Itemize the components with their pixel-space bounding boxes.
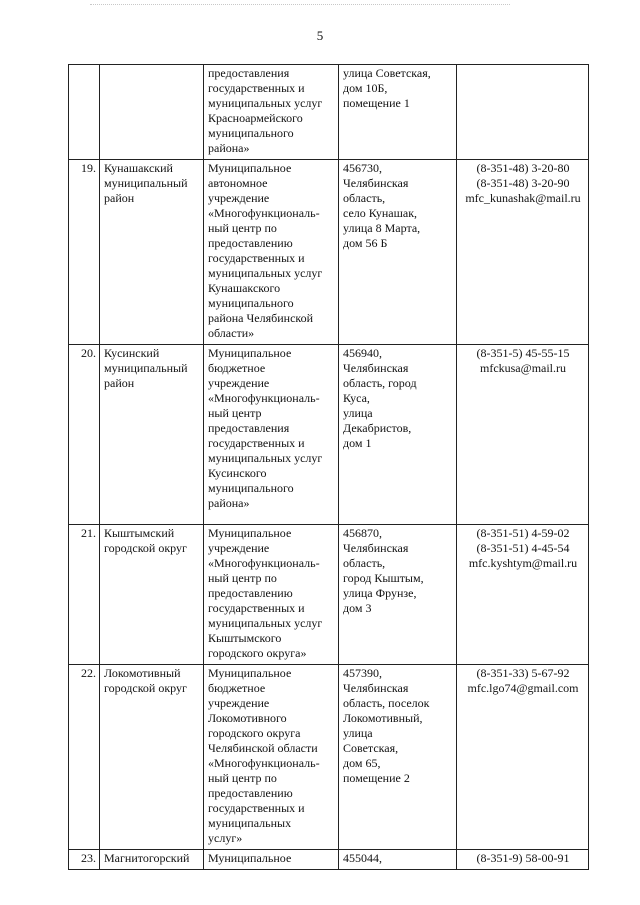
contacts-cell [457,850,589,870]
table-row [69,345,589,525]
organization-line: предоставлению [208,786,293,800]
organization-line: Локомотивного [208,711,287,725]
organization-line: «Многофункциональ- [208,556,320,570]
address-line: Челябинская [343,681,409,695]
municipality-name-cell [100,345,204,525]
organization-line: предоставления [208,421,290,435]
address-line: 456730, [343,161,382,175]
organization-line: Муниципальное [208,346,292,360]
contact-line: (8-351-48) 3-20-90 [476,176,570,190]
municipality-name-cell [100,65,204,160]
organization-cell [204,345,339,525]
organization-cell [204,665,339,850]
table-row [69,65,589,160]
organization-line: Кусинского [208,466,267,480]
contact-line: mfckusa@mail.ru [479,361,567,375]
organization-line: услуг» [208,831,243,845]
organization-line: государственных и [208,436,305,450]
address-line: дом 3 [343,601,372,615]
address-line: дом 10Б, [343,81,388,95]
address-line: улица Советская, [343,66,431,80]
organization-line: Кыштымского [208,631,282,645]
municipality-name-line: городской округ [104,681,187,695]
address-cell [339,345,457,525]
municipality-name-line: район [104,191,135,205]
contact-line: (8-351-9) 58-00-91 [476,851,570,865]
address-cell [339,160,457,345]
contact-line: (8-351-48) 3-20-80 [476,161,570,175]
municipality-name-line: район [104,376,135,390]
address-line: дом 65, [343,756,381,770]
address-line: 455044, [343,851,382,865]
contact-line: (8-351-51) 4-59-02 [476,526,570,540]
municipality-name-line: городской округ [104,541,187,555]
row-number-cell: 19. [69,160,100,345]
organization-line: ный центр по [208,571,277,585]
contacts-cell [457,160,589,345]
address-line: 456940, [343,346,382,360]
address-line: Челябинская [343,361,409,375]
address-line: улица [343,406,373,420]
organization-line: автономное [208,176,268,190]
municipality-name-cell [100,160,204,345]
row-number-cell [69,65,100,160]
organization-line: учреждение [208,541,270,555]
address-line: дом 1 [343,436,372,450]
contact-line: (8-351-5) 45-55-15 [476,346,570,360]
address-line: Куса, [343,391,370,405]
municipality-name-line: муниципальный [104,361,188,375]
address-line: 456870, [343,526,382,540]
table-row [69,525,589,665]
table-row [69,665,589,850]
organization-line: муниципальных услуг [208,451,323,465]
organization-line: муниципального [208,481,294,495]
municipality-name-line: Магнитогорский [104,851,190,865]
organization-cell [204,65,339,160]
organization-line: ный центр [208,406,262,420]
row-number-cell: 22. [69,665,100,850]
municipality-name-cell [100,525,204,665]
organization-cell [204,525,339,665]
organization-line: государственных и [208,601,305,615]
organization-line: Муниципальное [208,666,292,680]
address-line: помещение 1 [343,96,410,110]
municipality-name-line: Локомотивный [104,666,181,680]
organization-line: государственных и [208,81,305,95]
organization-line: городского округа [208,726,301,740]
organization-line: предоставлению [208,586,293,600]
contact-line: mfc.kyshtym@mail.ru [468,556,578,570]
organization-line: Кунашакского [208,281,281,295]
municipality-name-line: Кунашакский [104,161,173,175]
organization-line: бюджетное [208,681,266,695]
organization-line: Муниципальное [208,851,292,865]
organization-line: «Многофункциональ- [208,756,320,770]
address-cell [339,65,457,160]
table-row [69,850,589,870]
address-line: Советская, [343,741,399,755]
address-line: Декабристов, [343,421,412,435]
row-number-cell: 23. [69,850,100,870]
organization-line: государственных и [208,251,305,265]
organization-line: муниципального [208,296,294,310]
address-cell [339,850,457,870]
organization-line: ный центр по [208,221,277,235]
contacts-cell [457,525,589,665]
table-row [69,160,589,345]
address-line: область, город [343,376,417,390]
organization-line: района» [208,496,250,510]
organization-line: Муниципальное [208,161,292,175]
municipality-name-cell [100,665,204,850]
row-number-cell: 20. [69,345,100,525]
contact-line: mfc.lgo74@gmail.com [467,681,579,695]
address-line: Челябинская [343,541,409,555]
contact-line: (8-351-51) 4-45-54 [476,541,570,555]
organization-line: области» [208,326,255,340]
contact-line: mfc_kunashak@mail.ru [465,191,581,205]
address-line: Челябинская [343,176,409,190]
organization-line: бюджетное [208,361,266,375]
organization-line: «Многофункциональ- [208,206,320,220]
address-line: улица [343,726,373,740]
row-number-cell: 21. [69,525,100,665]
contacts-cell [457,65,589,160]
address-line: улица Фрунзе, [343,586,417,600]
organization-line: ный центр по [208,771,277,785]
organization-cell [204,160,339,345]
organization-line: Красноармейского [208,111,303,125]
table-body [69,65,589,870]
organization-line: муниципальных услуг [208,266,323,280]
address-cell [339,665,457,850]
municipality-name-line: Кусинский [104,346,160,360]
organization-line: учреждение [208,191,270,205]
contacts-cell [457,665,589,850]
address-line: дом 56 Б [343,236,388,250]
organization-line: муниципальных услуг [208,616,323,630]
organization-line: района» [208,141,250,155]
organization-line: «Многофункциональ- [208,391,320,405]
organization-line: муниципального [208,126,294,140]
organization-line: Муниципальное [208,526,292,540]
address-line: город Кыштым, [343,571,424,585]
municipality-name-line: Кыштымский [104,526,175,540]
organization-line: учреждение [208,696,270,710]
address-line: Локомотивный, [343,711,423,725]
organization-line: учреждение [208,376,270,390]
contact-line: (8-351-33) 5-67-92 [476,666,570,680]
address-line: село Кунашак, [343,206,418,220]
organization-cell [204,850,339,870]
municipality-name-cell [100,850,204,870]
municipality-name-line: муниципальный [104,176,188,190]
organization-line: предоставлению [208,236,293,250]
contacts-cell [457,345,589,525]
address-line: улица 8 Марта, [343,221,421,235]
address-line: помещение 2 [343,771,410,785]
address-line: область, [343,556,386,570]
organization-line: городского округа» [208,646,307,660]
scan-artifact-line [90,4,510,9]
organization-line: государственных и [208,801,305,815]
organization-line: муниципальных [208,816,292,830]
page-number: 5 [316,28,324,43]
address-cell [339,525,457,665]
address-line: область, поселок [343,696,430,710]
organization-line: муниципальных услуг [208,96,323,110]
address-line: область, [343,191,386,205]
organization-line: Челябинской области [208,741,318,755]
mfc-registry-table [68,64,589,870]
address-line: 457390, [343,666,382,680]
organization-line: предоставления [208,66,290,80]
organization-line: района Челябинской [208,311,314,325]
